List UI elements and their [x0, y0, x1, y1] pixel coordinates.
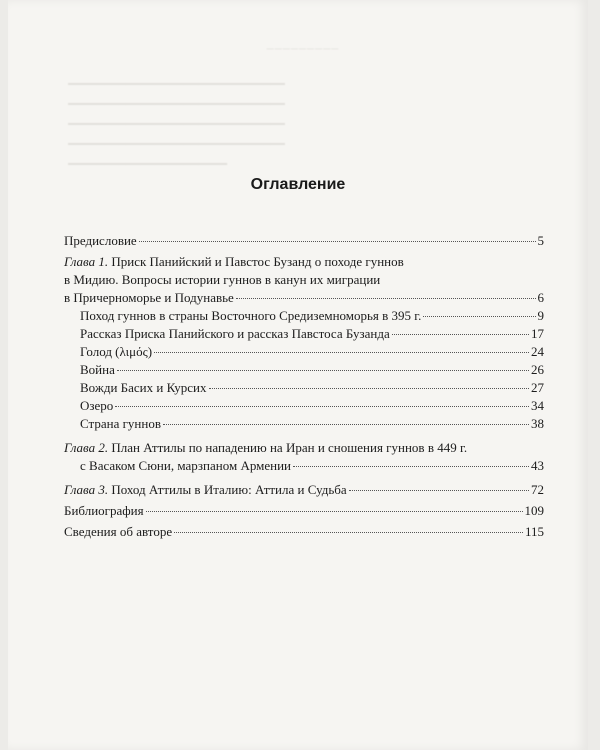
dot-leader: [349, 490, 529, 491]
toc-subentry[interactable]: [64, 415, 544, 433]
chapter-prefix: Глава 1.: [64, 254, 109, 269]
toc-page-number: 72: [531, 482, 544, 497]
book-page: [8, 0, 588, 750]
toc-label: Озеро: [80, 398, 114, 413]
toc-subentry[interactable]: [64, 325, 544, 343]
toc-page-number: 26: [531, 362, 544, 377]
toc-page-number: 34: [531, 398, 544, 413]
dot-leader: [163, 424, 529, 425]
dot-leader: [115, 406, 529, 407]
dot-leader: [423, 316, 535, 317]
bleed-through-text: ───────── ━━━━━━━━━━━━━━━━━━━━━━━━━━━━━━ ━━━━━━━━━━━━━━━━━━━━━━━━━━━━━━ ━━━━━━━━━━━━━━━━━━━━━━━━━━━━━━ ━━━━━━━━━━━━━━━━━━━━━━━━━━━━━━ ━━━━━━━━━━━━━━━━━━━━━━: [68, 44, 340, 171]
toc-subentry[interactable]: [64, 307, 544, 325]
toc-subentry[interactable]: [64, 361, 544, 379]
dot-leader: [154, 352, 529, 353]
toc-entry-about-author[interactable]: [64, 523, 544, 541]
toc-chapter-2[interactable]: [64, 439, 544, 475]
toc-page-number: 43: [531, 458, 544, 473]
chapter-title-line-3: в Причерноморье и Подунавье: [64, 290, 234, 305]
chapter-title-line-2: с Васаком Сюни, марзпаном Армении: [80, 458, 292, 473]
chapter-title-line-1: План Аттилы по нападению на Иран и сношения гуннов в 449 г.: [108, 440, 468, 455]
toc-entry-bibliography[interactable]: [64, 502, 544, 520]
toc-label: Библиография: [64, 503, 144, 518]
toc-page-number: 24: [531, 344, 544, 359]
toc-chapter-3[interactable]: [64, 481, 544, 499]
toc-subentry[interactable]: [64, 379, 544, 397]
toc-page-number: 5: [537, 233, 544, 248]
toc-label: Вожди Басих и Курсих: [80, 380, 207, 395]
dot-leader: [293, 466, 529, 467]
dot-leader: [139, 241, 536, 242]
toc-label: Война: [80, 362, 115, 377]
toc-subentry[interactable]: [64, 397, 544, 415]
chapter-prefix: Глава 2.: [64, 440, 109, 455]
toc-label: Голод (λιμός): [80, 344, 153, 359]
dot-leader: [236, 298, 536, 299]
toc-page-number: 115: [524, 524, 544, 539]
toc-chapter-1[interactable]: [64, 253, 544, 307]
dot-leader: [117, 370, 529, 371]
table-of-contents: [64, 232, 544, 541]
dot-leader: [146, 511, 523, 512]
toc-page-number: 17: [531, 326, 544, 341]
toc-label: Поход гуннов в страны Восточного Средиземноморья в 395 г.: [80, 308, 422, 323]
toc-label: Сведения об авторе: [64, 524, 173, 539]
page-title: Оглавление: [250, 176, 346, 193]
chapter-title-line-1: Приск Панийский и Павстос Бузанд о походе гуннов: [108, 254, 404, 269]
dot-leader: [392, 334, 529, 335]
toc-entry-preface[interactable]: [64, 232, 544, 250]
chapter-prefix: Глава 3.: [64, 482, 109, 497]
toc-page-number: 109: [524, 503, 544, 518]
chapter-title-line-1: Поход Аттилы в Италию: Аттила и Судьба: [108, 482, 347, 497]
chapter-title-line-2: в Мидию. Вопросы истории гуннов в канун их миграции: [64, 272, 381, 287]
toc-page-number: 6: [537, 290, 544, 305]
toc-page-number: 27: [531, 380, 544, 395]
dot-leader: [174, 532, 523, 533]
toc-page-number: 38: [531, 416, 544, 431]
toc-label: Рассказ Приска Панийского и рассказ Павстоса Бузанда: [80, 326, 390, 341]
toc-page-number: 9: [537, 308, 544, 323]
dot-leader: [209, 388, 530, 389]
toc-label: Предисловие: [64, 233, 137, 248]
toc-subentry[interactable]: [64, 343, 544, 361]
toc-label: Страна гуннов: [80, 416, 161, 431]
